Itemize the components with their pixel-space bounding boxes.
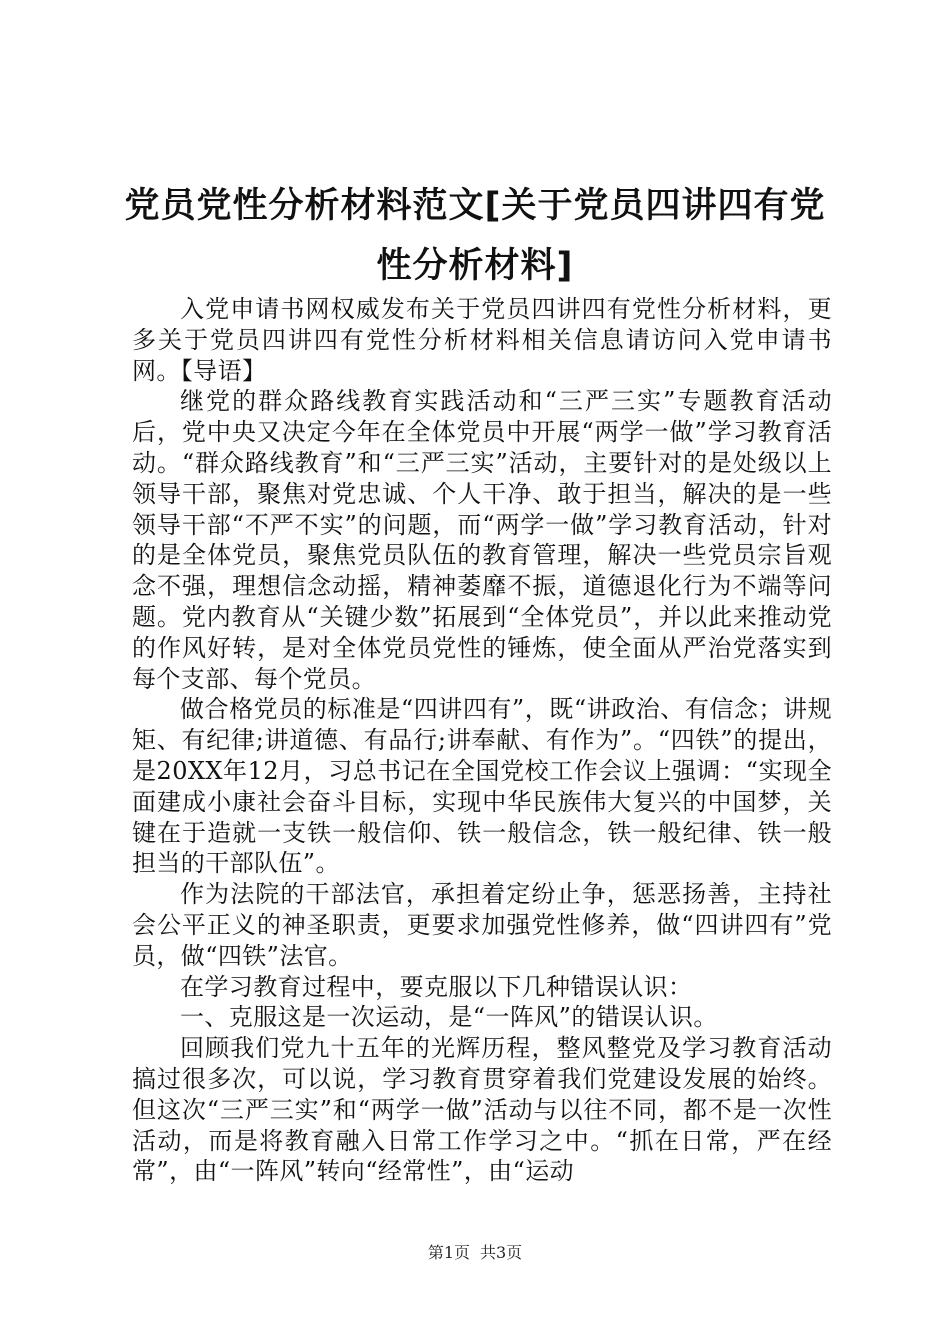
page-number-current: 第1页 [427, 1243, 470, 1262]
paragraph-judge-duty: 作为法院的干部法官，承担着定纷止争，惩恶扬善，主持社会公平正义的神圣职责，更要求加强党性修养，做“四讲四有”党员，做“四铁”法官。 [132, 880, 832, 970]
paragraph-intro: 入党申请书网权威发布关于党员四讲四有党性分析材料，更多关于党员四讲四有党性分析材料相关信息请访问入党申请书网。【导语】 [132, 295, 832, 385]
document-body [132, 294, 832, 1187]
paragraph-history: 回顾我们党九十五年的光辉历程，整风整党及学习教育活动搞过很多次，可以说，学习教育贯穿着我们党建设发展的始终。但这次“三严三实”和“两学一做”活动与以往不同，都不是一次性活动，而是将教育融入日常工作学习之中。“抓在日常，严在经常”，由“一阵风”转向“经常性”，由“运动 [132, 1034, 832, 1186]
paragraph-standard: 做合格党员的标准是“四讲四有”，既“讲政治、有信念；讲规矩、有纪律;讲道德、有品行;讲奉献、有作为”。“四铁”的提出，是20XX年12月，习总书记在全国党校工作会议上强调：“实现全面建成小康社会奋斗目标，实现中华民族伟大复兴的中国梦，关键在于造就一支铁一般信仰、铁一般信念，铁一般纪律、铁一般担当的干部队伍”。 [132, 695, 832, 878]
paragraph-background: 继党的群众路线教育实践活动和“三严三实”专题教育活动后，党中央又决定今年在全体党员中开展“两学一做”学习教育活动。“群众路线教育”和“三严三实”活动，主要针对的是处级以上领导干部，聚焦对党忠诚、个人干净、敢于担当，解决的是一些领导干部“不严不实”的问题，而“两学一做”学习教育活动，针对的是全体党员，聚焦党员队伍的教育管理，解决一些党员宗旨观念不强，理想信念动摇，精神萎靡不振，道德退化行为不端等问题。党内教育从“关键少数”拓展到“全体党员”，并以此来推动党的作风好转，是对全体党员党性的锤炼，使全面从严治党落实到每个支部、每个党员。 [132, 387, 832, 693]
paragraph-section-heading-1: 一、克服这是一次运动，是“一阵风”的错误认识。 [180, 1003, 718, 1032]
paragraph-misconceptions-lead: 在学习教育过程中，要克服以下几种错误认识： [180, 972, 693, 1001]
page-number-total: 共3页 [480, 1243, 523, 1262]
document-title: 党员党性分析材料范文[关于党员四讲四有党性分析材料] [124, 186, 826, 286]
page-footer [0, 1242, 950, 1264]
